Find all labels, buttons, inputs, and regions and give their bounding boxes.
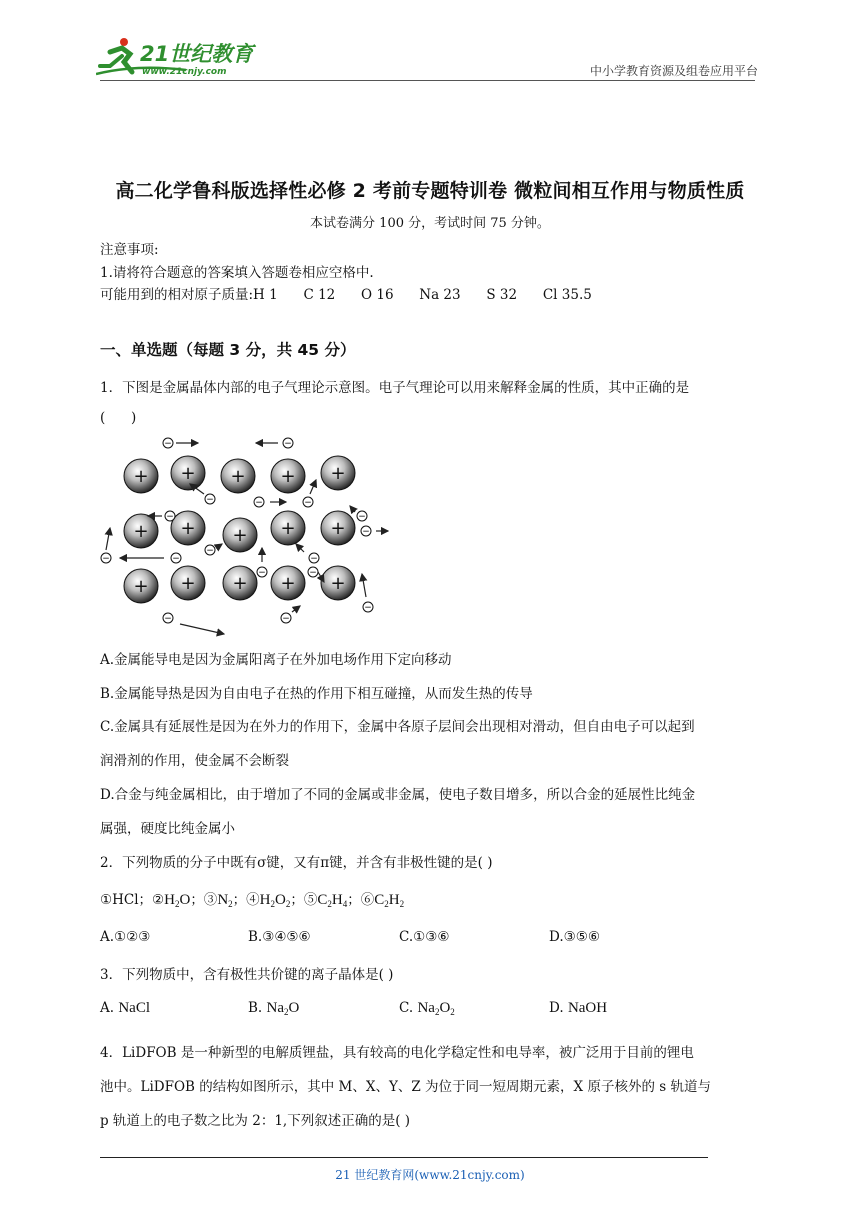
q4-stem-line3: p 轨道上的电子数之比为 2：1,下列叙述正确的是( ) bbox=[100, 1113, 411, 1129]
option-letter: B. bbox=[248, 1000, 263, 1016]
formula-h2o2: $H_2O_2$ bbox=[259, 892, 291, 909]
svg-text:+: + bbox=[180, 518, 196, 539]
svg-text:+: + bbox=[232, 525, 248, 546]
free-electron bbox=[205, 544, 222, 556]
metal-cation bbox=[321, 511, 355, 545]
q1-option-c-line2: 润滑剂的作用，使金属不会断裂 bbox=[100, 753, 289, 769]
metal-cation bbox=[271, 511, 305, 545]
svg-text:−: − bbox=[164, 439, 172, 449]
option-letter: A. bbox=[100, 1000, 115, 1016]
metal-cation bbox=[223, 518, 257, 552]
q4-stem-line2: 池中。LiDFOB 的结构如图所示，其中 M、X、Y、Z 为位于同一短周期元素，X 原子核外的 s 轨道与 bbox=[100, 1079, 711, 1095]
svg-text:−: − bbox=[282, 614, 290, 624]
q1-bracket: ( ) bbox=[100, 410, 137, 426]
svg-text:+: + bbox=[133, 521, 149, 542]
svg-text:−: − bbox=[102, 554, 110, 564]
svg-text:−: − bbox=[206, 495, 214, 505]
footer-divider bbox=[100, 1157, 708, 1158]
q1-option-d-line2: 属强，硬度比纯金属小 bbox=[100, 821, 235, 837]
metal-cation bbox=[124, 569, 158, 603]
atomic-masses: 可能用到的相对原子质量:H 1 C 12 O 16 Na 23 S 32 Cl 35.5 bbox=[100, 287, 592, 303]
q2-item-text: ；⑤ bbox=[290, 892, 318, 908]
q1-option-c-line1: C.金属具有延展性是因为在外力的作用下，金属中各原子层间会出现相对滑动，但自由电子可以起到 bbox=[100, 719, 695, 735]
formula-c2h4: $C_2H_4$ bbox=[317, 892, 348, 909]
formula-n2: $N_2$ bbox=[217, 892, 233, 909]
formula-na2o: $Na_2O$ bbox=[266, 1000, 300, 1017]
q2-option-c: C.①③⑥ bbox=[399, 929, 450, 945]
electron-gas-diagram bbox=[98, 432, 398, 637]
free-electron bbox=[257, 548, 267, 578]
free-electron bbox=[120, 553, 181, 564]
svg-text:−: − bbox=[206, 546, 214, 556]
notice-item: 1.请将符合题意的答案填入答题卷相应空格中. bbox=[100, 265, 374, 281]
free-electron bbox=[281, 606, 300, 624]
q4-stem-line1: 4．LiDFOB 是一种新型的电解质锂盐，具有较高的电化学稳定性和电导率，被广泛用于目前的锂电 bbox=[100, 1045, 694, 1061]
svg-text:−: − bbox=[255, 498, 263, 508]
notice-title: 注意事项: bbox=[100, 242, 159, 258]
free-electron bbox=[296, 544, 319, 564]
metal-cation bbox=[271, 566, 305, 600]
metal-cation bbox=[171, 566, 205, 600]
q1-option-b: B.金属能导热是因为自由电子在热的作用下相互碰撞，从而发生热的传导 bbox=[100, 686, 533, 702]
footer-text: 21 世纪教育网(www.21cnjy.com) bbox=[335, 1168, 525, 1182]
metal-cation bbox=[321, 456, 355, 490]
free-electron bbox=[101, 528, 111, 564]
q2-option-d: D.③⑤⑥ bbox=[549, 929, 600, 945]
free-electron bbox=[163, 613, 224, 634]
free-electron bbox=[256, 438, 293, 449]
metal-cation bbox=[321, 566, 355, 600]
option-letter: C. bbox=[399, 1000, 414, 1016]
svg-text:+: + bbox=[180, 573, 196, 594]
svg-text:−: − bbox=[362, 527, 370, 537]
option-letter: D. bbox=[549, 1000, 564, 1016]
metal-cation bbox=[124, 514, 158, 548]
q1-option-d-line1: D.合金与纯金属相比，由于增加了不同的金属或非金属，使电子数目增多，所以合金的延展性比纯金 bbox=[100, 787, 696, 803]
free-electron bbox=[163, 438, 198, 449]
q2-item-text: ；④ bbox=[232, 892, 260, 908]
formula-naoh: NaOH bbox=[567, 1000, 608, 1016]
metal-cation bbox=[271, 459, 305, 493]
svg-text:+: + bbox=[280, 518, 296, 539]
svg-text:−: − bbox=[310, 554, 318, 564]
svg-text:−: − bbox=[164, 614, 172, 624]
q2-option-b: B.③④⑤⑥ bbox=[248, 929, 311, 945]
logo-text: 21世纪教育 bbox=[140, 42, 254, 66]
q3-option-b bbox=[248, 1000, 299, 1017]
q1-option-a: A.金属能导电是因为金属阳离子在外加电场作用下定向移动 bbox=[100, 652, 452, 668]
metal-cation bbox=[171, 456, 205, 490]
free-electron bbox=[361, 526, 388, 537]
svg-text:−: − bbox=[258, 568, 266, 578]
svg-text:+: + bbox=[280, 573, 296, 594]
logo bbox=[96, 34, 266, 80]
svg-text:+: + bbox=[330, 573, 346, 594]
header-divider bbox=[100, 80, 755, 81]
q1-stem: 1．下图是金属晶体内部的电子气理论示意图。电子气理论可以用来解释金属的性质，其中正确的是 bbox=[100, 380, 690, 396]
header-platform-text: 中小学教育资源及组卷应用平台 bbox=[589, 64, 758, 78]
metal-cation bbox=[124, 459, 158, 493]
free-electron bbox=[362, 574, 373, 613]
metal-cation bbox=[221, 459, 255, 493]
svg-text:−: − bbox=[358, 512, 366, 522]
svg-text:−: − bbox=[284, 439, 292, 449]
svg-text:+: + bbox=[133, 466, 149, 487]
svg-text:+: + bbox=[230, 466, 246, 487]
svg-text:+: + bbox=[280, 466, 296, 487]
metal-cation bbox=[223, 566, 257, 600]
svg-text:−: − bbox=[172, 554, 180, 564]
svg-text:+: + bbox=[330, 518, 346, 539]
free-electron bbox=[303, 480, 316, 508]
q2-item-text: ；⑥ bbox=[347, 892, 375, 908]
q2-item-text: ；③ bbox=[190, 892, 218, 908]
exam-info: 本试卷满分 100 分，考试时间 75 分钟。 bbox=[310, 216, 550, 231]
formula-nacl: NaCl bbox=[118, 1000, 151, 1016]
metal-cation bbox=[171, 511, 205, 545]
q3-option-a bbox=[100, 1000, 150, 1017]
q2-item-text: ①HCl；② bbox=[100, 892, 165, 908]
q3-stem: 3．下列物质中，含有极性共价键的离子晶体是( ) bbox=[100, 967, 394, 983]
svg-text:−: − bbox=[166, 512, 174, 522]
q2-items bbox=[100, 888, 404, 909]
svg-text:−: − bbox=[309, 568, 317, 578]
svg-text:−: − bbox=[364, 603, 372, 613]
formula-na2o2: $Na_2O_2$ bbox=[417, 1000, 455, 1017]
free-electron bbox=[190, 484, 215, 505]
logo-url: www.21cnjy.com bbox=[142, 67, 227, 77]
svg-text:−: − bbox=[304, 498, 312, 508]
q3-option-d bbox=[549, 1000, 607, 1017]
svg-text:+: + bbox=[180, 463, 196, 484]
q2-option-a: A.①②③ bbox=[100, 929, 151, 945]
formula-h2o: $H_2O$ bbox=[164, 892, 191, 909]
page-title: 高二化学鲁科版选择性必修 2 考前专题特训卷 微粒间相互作用与物质性质 bbox=[115, 180, 745, 202]
svg-text:+: + bbox=[232, 573, 248, 594]
svg-text:+: + bbox=[330, 463, 346, 484]
section-heading: 一、单选题（每题 3 分，共 45 分） bbox=[100, 341, 356, 359]
free-electron bbox=[254, 497, 286, 508]
q3-option-c bbox=[399, 1000, 455, 1017]
q2-stem: 2．下列物质的分子中既有σ键，又有π键，并含有非极性键的是( ) bbox=[100, 855, 493, 871]
formula-c2h2: $C_2H_2$ bbox=[374, 892, 405, 909]
svg-text:+: + bbox=[133, 576, 149, 597]
